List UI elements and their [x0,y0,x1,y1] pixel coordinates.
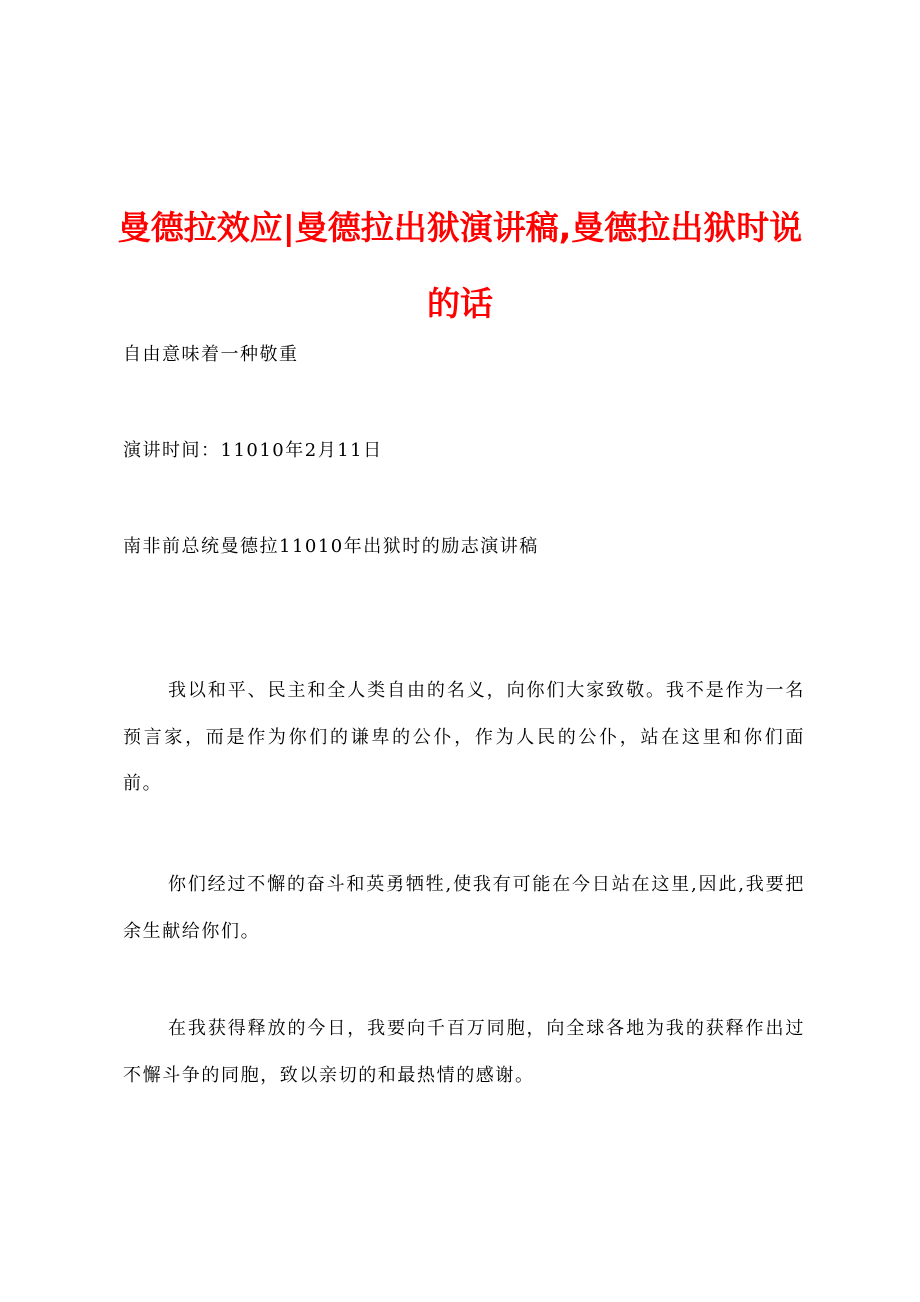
paragraph-3: 在我获得释放的今日，我要向千百万同胞，向全球各地为我的获释作出过不懈斗争的同胞，致以亲切的和最热情的感谢。 [123,1018,805,1086]
paragraph-2: 你们经过不懈的奋斗和英勇牺牲,使我有可能在今日站在这里,因此,我要把余生献给你们。 [123,874,805,942]
paragraph-1: 我以和平、民主和全人类自由的名义，向你们大家致敬。我不是作为一名预言家，而是作为你们的谦卑的公仆，作为人民的公仆，站在这里和你们面前。 [123,680,805,794]
description: 南非前总统曼德拉11010年出狱时的励志演讲稿 [123,536,539,557]
speech-time: 演讲时间：11010年2月11日 [123,440,383,461]
subtitle: 自由意味着一种敬重 [123,344,299,365]
document-title: 曼德拉效应|曼德拉出狱演讲稿,曼德拉出狱时说的话 [117,208,803,323]
